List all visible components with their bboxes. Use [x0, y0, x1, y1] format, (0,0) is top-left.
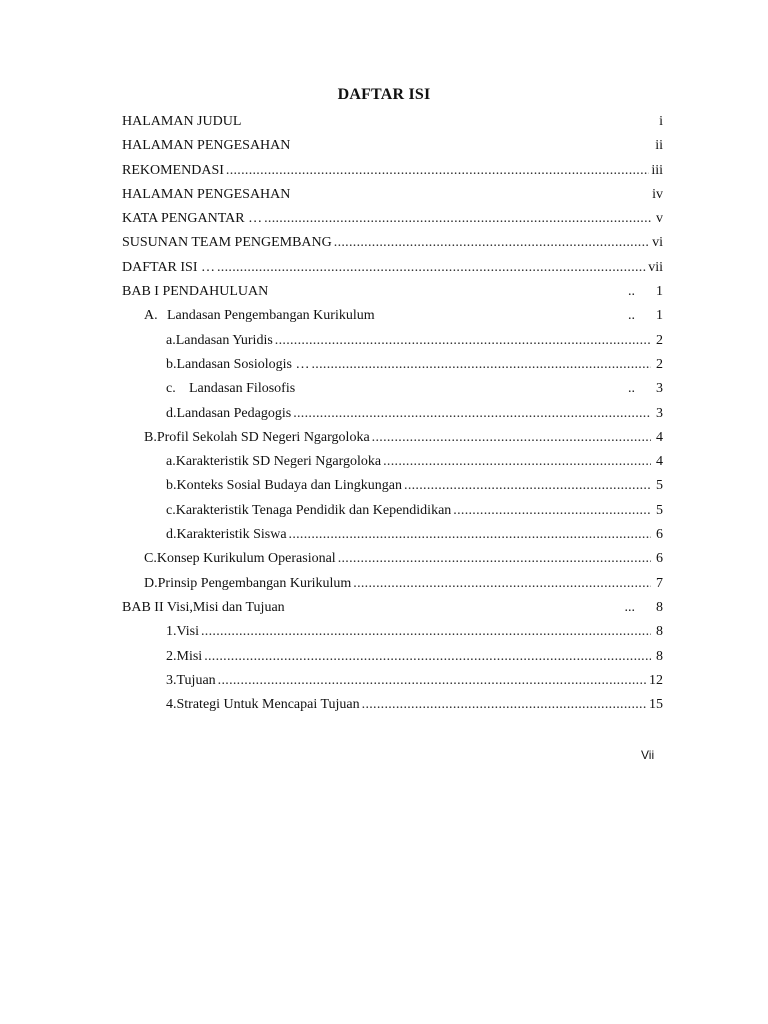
- toc-entry-label: DAFTAR ISI …: [122, 259, 215, 275]
- toc-entry-page: i: [659, 114, 663, 129]
- toc-entry: [122, 547, 663, 571]
- toc-entry: [122, 693, 663, 717]
- toc-entry-page: v: [656, 211, 663, 227]
- dot-leader: [264, 207, 651, 231]
- toc-entry-separator: ...: [624, 599, 635, 615]
- dot-leader: [353, 572, 651, 596]
- toc-entry-page: 4: [656, 429, 663, 445]
- toc-entry: [122, 256, 663, 280]
- toc-entry-label: Visi: [176, 624, 199, 640]
- toc-entry: [122, 523, 663, 547]
- toc-entry: [122, 183, 663, 207]
- toc-entry-separator: ..: [628, 284, 635, 300]
- toc-entry-marker: c.: [166, 502, 176, 518]
- toc-entry-page: vii: [648, 259, 663, 275]
- dot-leader: [404, 474, 651, 498]
- toc-entry: [122, 304, 663, 328]
- toc-entry: [122, 645, 663, 669]
- toc-entry-page: iii: [651, 162, 663, 178]
- toc-entry-label: SUSUNAN TEAM PENGEMBANG: [122, 235, 332, 251]
- dot-leader: [362, 693, 647, 717]
- toc-entry-marker: b.: [166, 478, 177, 494]
- toc-entry-page: 8: [656, 624, 663, 640]
- dot-leader: [312, 353, 652, 377]
- dot-leader: [338, 547, 651, 571]
- toc-entry-page: 6: [656, 527, 663, 543]
- toc-entry-marker: a.: [166, 332, 176, 348]
- toc-entry: [122, 329, 663, 353]
- toc-entry: [122, 402, 663, 426]
- toc-entry-marker: d.: [166, 405, 177, 421]
- toc-entry: [122, 207, 663, 231]
- toc-entry-separator: ..: [628, 381, 635, 397]
- toc-entry-label: Karakteristik SD Negeri Ngargoloka: [175, 454, 382, 470]
- toc-entry-label: Konsep Kurikulum Operasional: [156, 551, 336, 567]
- toc-entry: [122, 280, 663, 304]
- toc-entry: [122, 596, 663, 620]
- toc-entry-page: 6: [656, 551, 663, 567]
- toc-entry: [122, 474, 663, 498]
- toc-entry-label: Strategi Untuk Mencapai Tujuan: [176, 697, 360, 713]
- dot-leader: [383, 450, 651, 474]
- toc-entry: [122, 110, 663, 134]
- toc-entry-label: Misi: [176, 648, 203, 664]
- toc-entry: [122, 353, 663, 377]
- dot-leader: [217, 256, 646, 280]
- dot-leader: [218, 669, 647, 693]
- toc-entry-page: 8: [656, 599, 663, 615]
- toc-entry: [122, 134, 663, 158]
- toc-entry-label: Karakteristik Tenaga Pendidik dan Kependidikan: [175, 502, 452, 518]
- dot-leader: [289, 523, 651, 547]
- toc-entry-label: Tujuan: [176, 672, 216, 688]
- toc-entry-label: Prinsip Pengembangan Kurikulum: [157, 575, 352, 591]
- toc-entry-label: BAB I PENDAHULUAN: [122, 284, 269, 300]
- toc-entry-page: 2: [656, 332, 663, 348]
- toc-entry-marker: A.: [144, 308, 158, 324]
- toc-entry-label: BAB II Visi,Misi dan Tujuan: [122, 599, 285, 615]
- toc-entry-marker: B.: [144, 429, 157, 445]
- dot-leader: [372, 426, 651, 450]
- toc-entry-page: 5: [656, 502, 663, 518]
- toc-entry-page: 7: [656, 575, 663, 591]
- toc-entry: [122, 669, 663, 693]
- toc-entry-page: 8: [656, 648, 663, 664]
- toc-entry-label: HALAMAN JUDUL: [122, 114, 242, 129]
- toc-entry: [122, 499, 663, 523]
- toc-entry-page: ii: [655, 138, 663, 154]
- toc-entry-marker: 2.: [166, 648, 177, 664]
- toc-entry-page: 15: [649, 697, 663, 713]
- toc-entry-marker: 1.: [166, 624, 177, 640]
- toc-entry: [122, 231, 663, 255]
- toc-entry-marker: 4.: [166, 697, 177, 713]
- toc-entry-label: Landasan Filosofis: [189, 381, 296, 397]
- toc-entry: [122, 426, 663, 450]
- toc-entry: [122, 572, 663, 596]
- dot-leader: [293, 402, 651, 426]
- toc-entry-page: 1: [656, 308, 663, 324]
- toc-entry-label: Profil Sekolah SD Negeri Ngargoloka: [156, 429, 370, 445]
- toc-entry-marker: b.: [166, 356, 177, 372]
- table-of-contents: [122, 110, 663, 717]
- toc-entry-marker: 3.: [166, 672, 177, 688]
- toc-entry-label: KATA PENGANTAR …: [122, 211, 263, 227]
- toc-entry-label: Konteks Sosial Budaya dan Lingkungan: [176, 478, 403, 494]
- dot-leader: [201, 620, 651, 644]
- toc-entry-label: Landasan Pengembangan Kurikulum: [167, 308, 375, 324]
- toc-entry: [122, 159, 663, 183]
- toc-entry-marker: D.: [144, 575, 158, 591]
- dot-leader: [334, 231, 650, 255]
- toc-entry-marker: c.: [166, 381, 176, 397]
- toc-entry-page: vi: [652, 235, 663, 251]
- toc-entry: [122, 620, 663, 644]
- toc-entry: [122, 450, 663, 474]
- dot-leader: [453, 499, 651, 523]
- toc-entry-marker: C.: [144, 551, 157, 567]
- toc-entry-label: Landasan Yuridis: [175, 332, 273, 348]
- dot-leader: [275, 329, 651, 353]
- toc-entry-page: 3: [656, 405, 663, 421]
- dot-leader: [204, 645, 651, 669]
- toc-entry-label: Karakteristik Siswa: [176, 527, 287, 543]
- toc-entry-page: 1: [656, 284, 663, 300]
- toc-entry: [122, 377, 663, 401]
- toc-entry-separator: ..: [628, 308, 635, 324]
- toc-entry-label: Landasan Sosiologis …: [176, 356, 310, 372]
- dot-leader: [226, 159, 649, 183]
- toc-entry-page: iv: [652, 186, 663, 202]
- toc-entry-label: HALAMAN PENGESAHAN: [122, 186, 291, 202]
- toc-entry-marker: a.: [166, 454, 176, 470]
- page-title: DAFTAR ISI: [337, 86, 431, 103]
- page-number-footer: Vii: [641, 748, 655, 762]
- toc-entry-page: 5: [656, 478, 663, 494]
- toc-entry-label: HALAMAN PENGESAHAN: [122, 138, 291, 154]
- toc-entry-page: 3: [656, 381, 663, 397]
- toc-entry-label: REKOMENDASI: [122, 162, 224, 178]
- toc-entry-label: Landasan Pedagogis: [176, 405, 292, 421]
- toc-entry-page: 4: [656, 454, 663, 470]
- toc-entry-page: 12: [649, 672, 663, 688]
- toc-entry-page: 2: [656, 356, 663, 372]
- toc-entry-marker: d.: [166, 527, 177, 543]
